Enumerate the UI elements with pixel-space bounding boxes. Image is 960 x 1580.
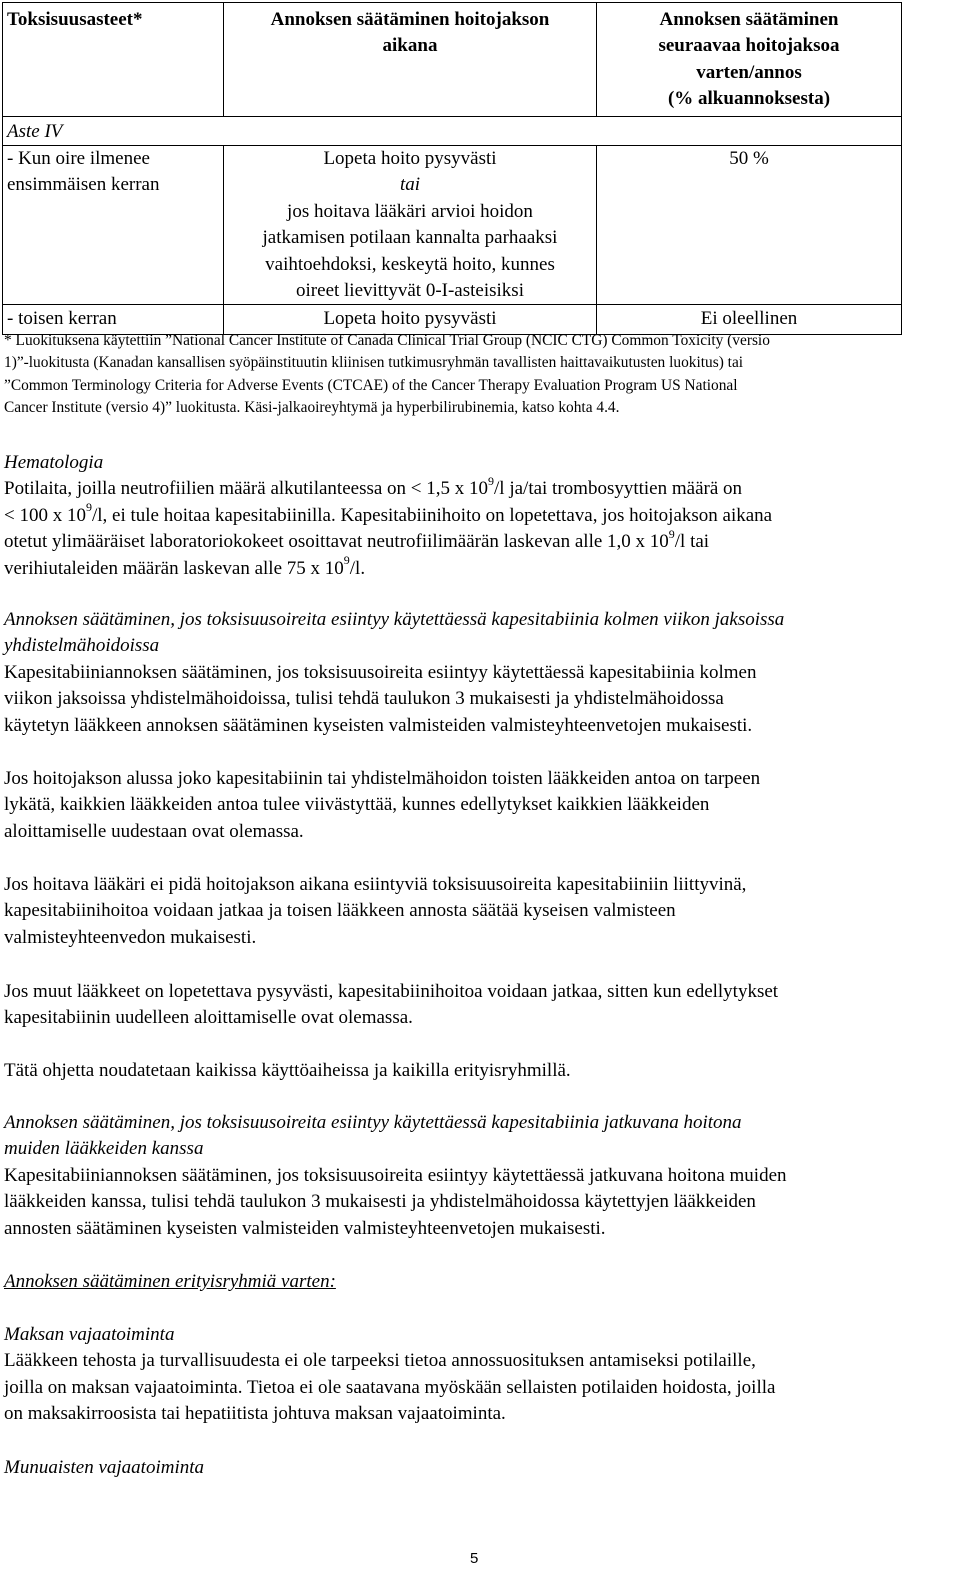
liver-section xyxy=(4,1322,954,1428)
cell-line: tai xyxy=(399,174,421,196)
header-line: aikana xyxy=(382,35,438,57)
superscript: 9 xyxy=(668,526,675,541)
cell-second-dose: Ei oleellinen xyxy=(597,305,902,334)
cell-line: oireet lievittyvät 0-I-asteisiksi xyxy=(296,280,524,302)
paragraph-line: on maksakirroosista tai hepatiitista johtuva maksan vajaatoiminta. xyxy=(4,1403,506,1425)
section-heading: Munuaisten vajaatoiminta xyxy=(4,1457,205,1478)
header-line: Annoksen säätäminen hoitojakson xyxy=(270,9,550,30)
hematology-section xyxy=(4,450,954,582)
combo-dose-section xyxy=(4,607,954,739)
section-heading: Hematologia xyxy=(4,452,104,473)
table-footnote xyxy=(4,330,954,419)
cell-line: jos hoitava lääkäri arvioi hoidon xyxy=(287,200,533,222)
paragraph-line: Jos muut lääkkeet on lopetettava pysyvästi, kapesitabiinihoitoa voidaan jatkaa, sitten kun edellytykset xyxy=(4,981,779,1002)
stage-label: Aste IV xyxy=(3,116,902,145)
header-line: Annoksen säätäminen xyxy=(659,9,839,30)
table-stage-row xyxy=(3,116,902,145)
cell-first-dose: 50 % xyxy=(597,146,902,305)
paragraph-line: kapesitabiinin uudelleen aloittamiselle ovat olemassa. xyxy=(4,1007,413,1029)
paragraph-line xyxy=(4,476,954,502)
cell-line: vaihtoehdoksi, keskeytä hoito, kunnes xyxy=(265,253,555,275)
cell-second-occurrence: - toisen kerran xyxy=(3,305,224,334)
superscript: 9 xyxy=(488,474,495,489)
footnote-line: 1)”-luokitusta (Kanadan kansallisen syöpäinstituutin kliinisen tutkimusryhmän tavallisten haittavaikutusten luokitus) tai xyxy=(4,354,744,372)
header-dose-during-cycle xyxy=(224,3,597,117)
header-line: varten/annos xyxy=(696,61,802,83)
paragraph-line: Kapesitabiiniannoksen säätäminen, jos toksisuusoireita esiintyy käytettäessä kapesitabiinia kolmen xyxy=(4,661,757,683)
text: verihiutaleiden määrän laskevan alle 75 x 10 xyxy=(4,557,344,579)
text: /l tai xyxy=(674,531,710,553)
paragraph-line: lääkkeiden kanssa, tulisi tehdä taulukon 3 mukaisesti ja yhdistelmähoidossa käytettyjen lääkkeiden xyxy=(4,1191,756,1213)
table-row xyxy=(3,146,902,305)
continuous-dose-section xyxy=(4,1110,954,1242)
section-heading: Annoksen säätäminen erityisryhmiä varten: xyxy=(4,1271,336,1292)
text: /l ja/tai trombosyyttien määrä on xyxy=(494,478,743,500)
paragraph-line xyxy=(4,526,954,555)
paragraph-line: Jos hoitojakson alussa joko kapesitabiinin tai yhdistelmähoidon toisten lääkkeiden antoa on tarpeen xyxy=(4,768,761,789)
cell-line: - Kun oire ilmenee xyxy=(7,148,150,170)
paragraph-line: joilla on maksan vajaatoiminta. Tietoa ei ole saatavana myöskään sellaisten potilaiden hoidosta, joilla xyxy=(4,1376,776,1398)
paragraph-line: lykätä, kaikkien lääkkeiden antoa tulee viivästyttää, kunnes edellytykset kaikkien lääkkeiden xyxy=(4,794,710,816)
paragraph-stop xyxy=(4,979,954,1032)
cell-first-occurrence xyxy=(3,146,224,305)
cell-line: ensimmäisen kerran xyxy=(7,174,160,196)
paragraph-line: valmisteyhteenvedon mukaisesti. xyxy=(4,926,257,948)
paragraph-line xyxy=(4,553,954,582)
special-groups-heading xyxy=(4,1269,954,1295)
paragraph-line: käytetyn lääkkeen annoksen säätäminen kyseisten valmisteiden valmisteyhteenvetojen mukaisesti. xyxy=(4,714,753,736)
cell-second-action: Lopeta hoito pysyvästi xyxy=(224,305,597,334)
superscript: 9 xyxy=(343,553,350,568)
paragraph-line: Jos hoitava lääkäri ei pidä hoitojakson aikana esiintyviä toksisuusoireita kapesitabiiniin liittyvinä, xyxy=(4,874,747,895)
header-toxicity-grade: Toksisuusasteet* xyxy=(3,3,224,117)
footnote-line: Cancer Institute (versio 4)” luokitusta. Käsi-jalkaoireyhtymä ja hyperbilirubinemia, katso kohta 4.4. xyxy=(4,398,620,416)
section-heading: Annoksen säätäminen, jos toksisuusoireita esiintyy käytettäessä kapesitabiinia jatkuvana hoitona xyxy=(4,1112,742,1133)
text: /l, ei tule hoitaa kapesitabiinilla. Kapesitabiinihoito on lopetettava, jos hoitojakson aikana xyxy=(91,504,773,526)
kidney-section xyxy=(4,1455,954,1481)
paragraph-all xyxy=(4,1058,954,1084)
text: < 100 x 10 xyxy=(4,504,86,526)
section-heading: muiden lääkkeiden kanssa xyxy=(4,1138,204,1160)
cell-first-action xyxy=(224,146,597,305)
cell-line: jatkamisen potilaan kannalta parhaaksi xyxy=(262,227,558,249)
cell-line: Lopeta hoito pysyvästi xyxy=(323,148,497,170)
text: Potilaita, joilla neutrofiilien määrä alkutilanteessa on < 1,5 x 10 xyxy=(4,478,489,500)
section-heading: Maksan vajaatoiminta xyxy=(4,1324,175,1345)
section-heading: yhdistelmähoidoissa xyxy=(4,635,160,657)
section-heading: Annoksen säätäminen, jos toksisuusoireita esiintyy käytettäessä kapesitabiinia kolmen viikon jaksoissa xyxy=(4,609,785,630)
paragraph-delay xyxy=(4,766,954,845)
paragraph-continue xyxy=(4,872,954,951)
text: /l. xyxy=(349,557,366,579)
paragraph-line: kapesitabiinihoitoa voidaan jatkaa ja toisen lääkkeen annosta säätää kyseisen valmisteen xyxy=(4,900,676,922)
paragraph-line: annosten säätäminen kyseisten valmisteiden valmisteyhteenvetojen mukaisesti. xyxy=(4,1217,606,1239)
superscript: 9 xyxy=(85,500,92,515)
paragraph-line: Tätä ohjetta noudatetaan kaikissa käyttöaiheissa ja kaikilla erityisryhmillä. xyxy=(4,1060,571,1081)
text: otetut ylimääräiset laboratoriokokeet osoittavat neutrofiilimäärän laskevan alle 1,0 x 10 xyxy=(4,531,669,553)
header-dose-next-cycle xyxy=(597,3,902,117)
paragraph-line: Kapesitabiiniannoksen säätäminen, jos toksisuusoireita esiintyy käytettäessä jatkuvana hoitona muiden xyxy=(4,1164,787,1186)
paragraph-line: Lääkkeen tehosta ja turvallisuudesta ei ole tarpeeksi tietoa annossuosituksen antamiseksi potilaille, xyxy=(4,1350,756,1372)
paragraph-line xyxy=(4,500,954,529)
footnote-line: * Luokituksena käytettiin ”National Cancer Institute of Canada Clinical Trial Group (NCIC CTG) Common Toxicity (versio xyxy=(4,332,770,349)
table-header-row xyxy=(3,3,902,117)
page-number: 5 xyxy=(470,1550,479,1567)
toxicity-dose-table xyxy=(2,2,902,335)
footnote-line: ”Common Terminology Criteria for Adverse Events (CTCAE) of the Cancer Therapy Evaluation Program US National xyxy=(4,376,738,394)
paragraph-line: viikon jaksoissa yhdistelmähoidoissa, tulisi tehdä taulukon 3 mukaisesti ja yhdistelmähoidossa xyxy=(4,688,724,710)
paragraph-line: aloittamiselle uudestaan ovat olemassa. xyxy=(4,820,304,842)
header-line: (% alkuannoksesta) xyxy=(667,88,831,110)
header-line: seuraavaa hoitojaksoa xyxy=(658,35,840,57)
